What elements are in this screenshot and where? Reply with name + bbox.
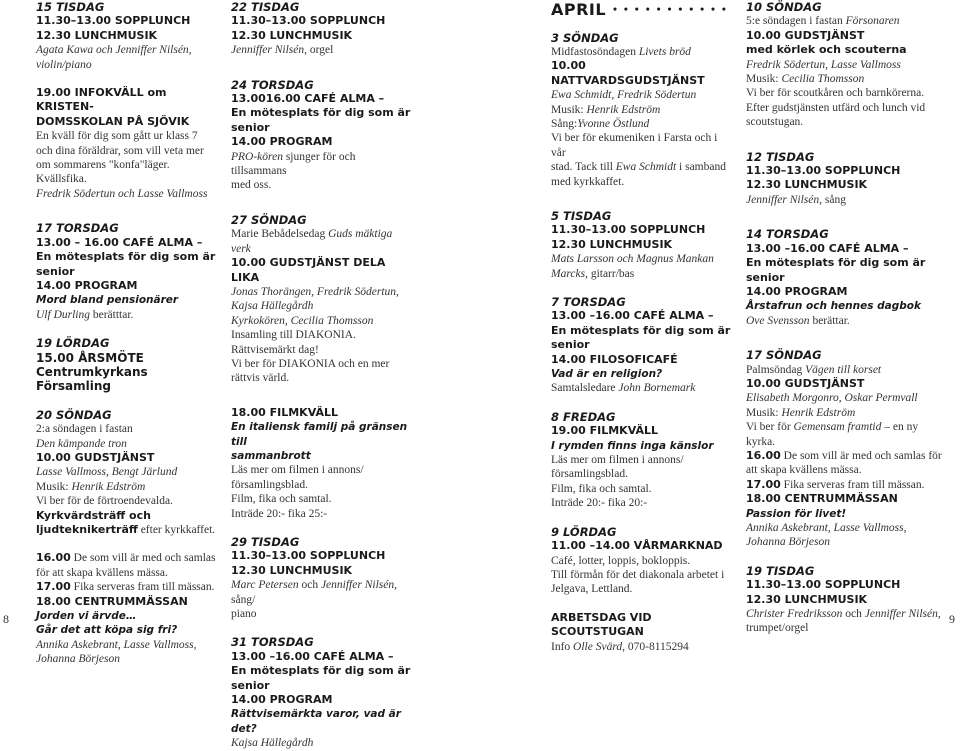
- column-3: [551, 0, 733, 654]
- date-heading: 15 TISDAG: [36, 0, 105, 14]
- date-heading: 12 TISDAG: [746, 149, 815, 164]
- performer-name: PRO-kören: [231, 150, 283, 163]
- sunday-line: [746, 363, 946, 377]
- event-title: ARBETSDAG VID SCOUTSTUGAN: [551, 610, 652, 639]
- sunday-line: [231, 227, 413, 256]
- program-line: [231, 150, 413, 179]
- date-heading: 5 TISDAG: [551, 208, 612, 223]
- performers-line: [231, 43, 413, 57]
- sunday-theme: Den kämpande tron: [36, 437, 127, 450]
- performers-line: [231, 578, 413, 607]
- event-text: Fika serveras fram till mässan.: [780, 478, 925, 491]
- speaker-text: berätttar.: [90, 308, 134, 321]
- program-title: Jorden vi ärvde…: [36, 610, 137, 623]
- time: 16.00: [746, 448, 781, 462]
- column-2: [231, 0, 413, 751]
- event-subtitle: En mötesplats för dig som är senior: [36, 250, 216, 278]
- program-text: med oss.: [231, 179, 272, 192]
- program-title: Mord bland pensionärer: [36, 294, 179, 307]
- event-title: 12.30 LUNCHMUSIK: [551, 237, 673, 251]
- speaker-text: berättar.: [809, 314, 850, 327]
- song-name: Yvonne Östlund: [577, 117, 650, 130]
- performer-name: Marcks: [551, 267, 586, 280]
- speaker-name: Kajsa Hällegårdh: [231, 737, 314, 750]
- program-title: Vad är en religion?: [551, 368, 663, 381]
- event-title: 10.00 NATTVARDSGUDSTJÄNST: [551, 59, 705, 87]
- host-line: [551, 381, 733, 395]
- leaders: Fredrik Södertun och Lasse Vallmoss: [36, 187, 208, 200]
- event-title: 12.30 LUNCHMUSIK: [231, 563, 353, 577]
- prayer-line: [551, 160, 733, 174]
- event-title: 18.00 CENTRUMMÄSSAN: [746, 492, 898, 506]
- leaders: Jonas Thorängen, Fredrik Södertun,: [231, 285, 399, 298]
- event-title: 12.30 LUNCHMUSIK: [746, 592, 868, 606]
- month-heading: [551, 0, 733, 21]
- leaders: Elisabeth Morgonro, Oskar Permvall: [746, 392, 918, 405]
- event-title: DOMSSKOLAN PÅ SJÖVIK: [36, 114, 190, 128]
- program-title: Rättvisemärkta varor, vad är det?: [231, 708, 401, 735]
- prayer-theme: Gemensam framtid: [793, 421, 882, 434]
- prayer-text: Vi ber för: [746, 421, 794, 434]
- event-title: 12.30 LUNCHMUSIK: [746, 178, 868, 192]
- event-text: scoutstugan.: [746, 116, 804, 129]
- punctuation: ,: [937, 608, 941, 621]
- speaker-line: [36, 308, 218, 322]
- leaders: Kajsa Hällegårdh: [231, 300, 314, 313]
- event-title: 10.00 GUDSTJÄNST DELA LIKA: [231, 256, 386, 284]
- performers: Agata Kawa och Jenniffer Nilsén,: [36, 44, 192, 57]
- leaders: Lasse Vallmoss, Bengt Järlund: [36, 466, 178, 479]
- month-dots: • • • • • • • • • • •: [612, 5, 728, 16]
- date-heading: 22 TISDAG: [231, 0, 300, 14]
- event-title: 18.00 FILMKVÄLL: [231, 405, 339, 419]
- event-subtitle: En mötesplats för dig som är senior: [231, 106, 411, 134]
- performer-role: , sång/: [231, 579, 397, 606]
- month-title: APRIL: [551, 0, 607, 19]
- music-name: Cecilia Thomsson: [781, 73, 865, 86]
- event-title: 11.30–13.00 SOPPLUNCH: [231, 549, 386, 563]
- music-label: Musik:: [551, 103, 587, 116]
- date-heading: 17 SÖNDAG: [746, 348, 822, 363]
- sunday-name: Palmsöndag: [746, 363, 806, 376]
- date-heading: 19 LÖRDAG: [36, 336, 110, 351]
- event-subtitle: En mötesplats för dig som är senior: [551, 323, 731, 352]
- event-title: 10.00 GUDSTJÄNST: [746, 28, 865, 42]
- sunday-theme: Vägen till korset: [805, 363, 882, 376]
- prayer-line: Vi ber för ekumeniken i Farsta och i vår: [551, 132, 718, 159]
- sunday-line: [551, 45, 733, 59]
- date-heading: 7 TORSDAG: [551, 295, 626, 309]
- sunday-name: Marie Bebådelsedag: [231, 228, 329, 241]
- date-heading: 8 FREDAG: [551, 409, 616, 424]
- event-text: Inträde 20:- fika 25:-: [231, 507, 328, 520]
- date-heading: 19 TISDAG: [746, 563, 815, 578]
- date-heading: 14 TORSDAG: [746, 227, 829, 242]
- connector: och: [298, 579, 321, 592]
- date-heading: 29 TISDAG: [231, 535, 300, 549]
- event-line: [36, 551, 218, 565]
- performers-line: [551, 267, 733, 281]
- event-text: Inträde 20:- fika 20:-: [551, 497, 648, 510]
- event-text: Café, lotter, loppis, bokloppis.: [551, 554, 691, 567]
- event-title: 11.30–13.00 SOPPLUNCH: [746, 578, 901, 592]
- leaders: Fredrik Södertun, Lasse Vallmoss: [746, 58, 901, 71]
- performers: Mats Larsson och Magnus Mankan: [551, 253, 714, 266]
- contact-label: Info: [551, 640, 574, 653]
- event-text: Jelgava, Lettland.: [551, 583, 633, 596]
- song-label: Sång:: [551, 117, 578, 130]
- performer-name: Marc Petersen: [231, 579, 299, 592]
- sunday-name: 2:a söndagen i fastan: [36, 423, 133, 436]
- prayer-line: [746, 420, 946, 449]
- prayer-text: – en ny kyrka.: [746, 421, 919, 448]
- event-title: ljudteknikerträff: [36, 523, 138, 536]
- music-label: Musik:: [746, 406, 782, 419]
- sunday-theme: Guds mäktiga verk: [231, 228, 393, 255]
- sunday-theme: Livets bröd: [638, 45, 691, 58]
- date-heading: 9 LÖRDAG: [551, 524, 617, 539]
- event-line: [746, 449, 946, 463]
- event-line: [36, 523, 218, 537]
- prayer-line: Vi ber för de förtroendevalda.: [36, 495, 173, 508]
- film-title: sammanbrott: [231, 449, 311, 462]
- event-line: [746, 478, 946, 492]
- event-line: [36, 580, 218, 594]
- event-title: 14.00 PROGRAM: [231, 135, 333, 149]
- event-title: 18.00 CENTRUMMÄSSAN: [36, 594, 188, 608]
- event-title: 12.30 LUNCHMUSIK: [36, 28, 158, 42]
- time: 16.00: [36, 551, 71, 565]
- prayer-line: Vi ber för DIAKONIA och en mer: [231, 357, 390, 370]
- music-label: Musik:: [746, 73, 782, 86]
- date-heading: 31 TORSDAG: [231, 635, 314, 650]
- event-text: Film, fika och samtal.: [551, 482, 652, 495]
- prayer-line: Vi ber för scoutkåren och barnkörerna.: [746, 87, 925, 100]
- program-text: sjunger för och tillsammans: [231, 150, 356, 178]
- event-subtitle: En mötesplats för dig som är senior: [746, 256, 926, 284]
- sunday-name: 5:e söndagen i fastan: [746, 15, 846, 28]
- performer-role: trumpet/orgel: [746, 622, 809, 635]
- music-line: [36, 480, 218, 494]
- prayer-line: rättvis värld.: [231, 372, 290, 385]
- leaders: Johanna Börjeson: [746, 536, 831, 549]
- event-title: 10.00 GUDSTJÄNST: [746, 376, 865, 390]
- film-title: En italiensk familj på gränsen till: [231, 421, 408, 448]
- column-1: [36, 0, 218, 667]
- host-name: John Bornemark: [618, 382, 696, 395]
- host-label: Samtalsledare: [551, 382, 619, 395]
- event-title: Kyrkvärdsträff och: [36, 508, 151, 522]
- event-description: och dina föräldrar, som vill veta mer: [36, 144, 204, 157]
- event-text: Läs mer om filmen i annons/: [551, 454, 684, 467]
- page-number-left: 8: [3, 612, 9, 626]
- event-title: 13.00 –16.00 CAFÉ ALMA –: [746, 241, 909, 255]
- music-label: Musik:: [36, 480, 72, 493]
- event-text: Fika serveras fram till mässan.: [70, 581, 215, 594]
- event-title: 13.00 – 16.00 CAFÉ ALMA –: [36, 235, 203, 249]
- leaders: Annika Askebrant, Lasse Vallmoss,: [746, 522, 907, 534]
- event-text: för att skapa kvällens mässa.: [36, 566, 168, 579]
- date-heading: 10 SÖNDAG: [746, 0, 822, 14]
- performer-role: , orgel: [304, 44, 334, 57]
- performer-role: piano: [231, 608, 257, 621]
- event-title: 11.00 –14.00 VÅRMARKNAD: [551, 539, 723, 553]
- event-title: 14.00 FILOSOFICAFÉ: [551, 352, 678, 366]
- performers-line: [746, 607, 946, 621]
- event-title: 15.00 ÅRSMÖTE: [36, 350, 144, 365]
- event-title: 14.00 PROGRAM: [36, 278, 138, 292]
- date-heading: 27 SÖNDAG: [231, 212, 307, 227]
- song-line: [551, 117, 733, 131]
- program-title: Årstafrun och hennes dagbok: [746, 300, 921, 313]
- event-title: 19.00 FILMKVÄLL: [551, 424, 659, 438]
- performers: violin/piano: [36, 58, 92, 71]
- music-name: Henrik Edström: [586, 103, 661, 116]
- prayer-text: i samband: [676, 161, 726, 174]
- music-name: Henrik Edström: [71, 480, 146, 493]
- date-heading: 24 TORSDAG: [231, 77, 314, 92]
- event-title: 11.30–13.00 SOPPLUNCH: [36, 14, 191, 28]
- speaker-name: Ulf Durling: [36, 308, 90, 321]
- event-title: 19.00 INFOKVÄLL om KRISTEN-: [36, 86, 167, 114]
- event-text: De som vill är med och samlas för: [780, 449, 942, 462]
- music-line: [551, 103, 733, 117]
- music-line: [746, 406, 946, 420]
- event-title: 11.30–13.00 SOPPLUNCH: [746, 164, 901, 178]
- prayer-line: med kyrkkaffet.: [551, 175, 625, 188]
- program-title: Passion för livet!: [746, 507, 847, 520]
- event-text: Rättvisemärkt dag!: [231, 343, 319, 356]
- event-title: 13.0016.00 CAFÉ ALMA –: [231, 92, 385, 106]
- performer-name: Jenniffer Nilsén: [864, 608, 938, 621]
- event-title: med körlek och scouterna: [746, 43, 907, 57]
- event-description: om sommarens "konfa"läger. Kvällsfika.: [36, 159, 170, 186]
- leaders: Ewa Schmidt, Fredrik Södertun: [551, 89, 697, 102]
- event-title: 10.00 GUDSTJÄNST: [36, 450, 155, 464]
- date-heading: 17 TORSDAG: [36, 221, 119, 236]
- contact-name: Olle Svärd: [573, 640, 623, 653]
- time: 17.00: [746, 477, 781, 491]
- event-title: 11.30–13.00 SOPPLUNCH: [231, 14, 386, 28]
- choir: Kyrkokören, Cecilia Thomsson: [231, 314, 374, 327]
- contact-phone: , 070-8115294: [622, 640, 689, 653]
- event-title: 13.00 –16.00 CAFÉ ALMA –: [551, 309, 714, 323]
- event-text: församlingsblad.: [551, 468, 628, 481]
- event-subtitle: En mötesplats för dig som är senior: [231, 664, 411, 692]
- event-text: efter kyrkkaffet.: [137, 524, 216, 536]
- page-number-right: 9: [949, 612, 955, 626]
- time: 17.00: [36, 580, 71, 594]
- event-text: Efter gudstjänsten utfärd och lunch vid: [746, 101, 926, 114]
- speaker-name: Ove Svensson: [746, 314, 810, 327]
- prayer-text: stad. Tack till: [551, 161, 616, 174]
- sunday-theme: Försonaren: [845, 15, 900, 28]
- event-text: Till förmån för det diakonala arbetet i: [551, 568, 725, 581]
- person-name: Ewa Schmidt: [615, 161, 677, 174]
- event-text: Insamling till DIAKONIA.: [231, 329, 356, 342]
- performer-role: , sång: [819, 193, 846, 206]
- music-line: [746, 72, 946, 86]
- event-text: att skapa kvällens mässa.: [746, 464, 862, 477]
- contact-line: [551, 640, 733, 654]
- date-heading: 20 SÖNDAG: [36, 407, 112, 422]
- event-title: Centrumkyrkans Församling: [36, 364, 148, 394]
- performer-name: Jenniffer Nilsén: [320, 579, 395, 592]
- event-title: 12.30 LUNCHMUSIK: [231, 28, 353, 42]
- music-name: Henrik Edström: [781, 406, 856, 419]
- speaker-line: [746, 314, 946, 328]
- performer-role: , gitarr/bas: [585, 267, 635, 280]
- event-title: 14.00 PROGRAM: [231, 693, 333, 707]
- leaders: Annika Askebrant, Lasse Vallmoss,: [36, 638, 197, 651]
- event-title: 11.30–13.00 SOPPLUNCH: [551, 223, 706, 237]
- event-text: Läs mer om filmen i annons/: [231, 464, 364, 477]
- performers-line: [746, 193, 946, 207]
- event-title: 14.00 PROGRAM: [746, 284, 848, 298]
- event-title: 13.00 –16.00 CAFÉ ALMA –: [231, 649, 394, 663]
- program-title: Går det att köpa sig fri?: [36, 624, 178, 637]
- event-text: Film, fika och samtal.: [231, 493, 332, 506]
- leaders: Johanna Börjeson: [36, 653, 121, 666]
- film-title: I rymden finns inga känslor: [551, 439, 714, 452]
- connector: och: [842, 608, 865, 621]
- date-heading: 3 SÖNDAG: [551, 30, 619, 45]
- performer-name: Christer Fredriksson: [746, 608, 843, 621]
- performer-name: Jenniffer Nilsén: [231, 44, 305, 57]
- performer-name: Jenniffer Nilsén: [746, 193, 820, 206]
- sunday-name: Midfastosöndagen: [551, 45, 639, 58]
- sunday-line: [746, 14, 946, 28]
- column-4: [746, 0, 946, 636]
- event-text: församlingsblad.: [231, 478, 308, 491]
- event-description: En kväll för dig som gått ur klass 7: [36, 130, 198, 143]
- event-text: De som vill är med och samlas: [70, 552, 216, 565]
